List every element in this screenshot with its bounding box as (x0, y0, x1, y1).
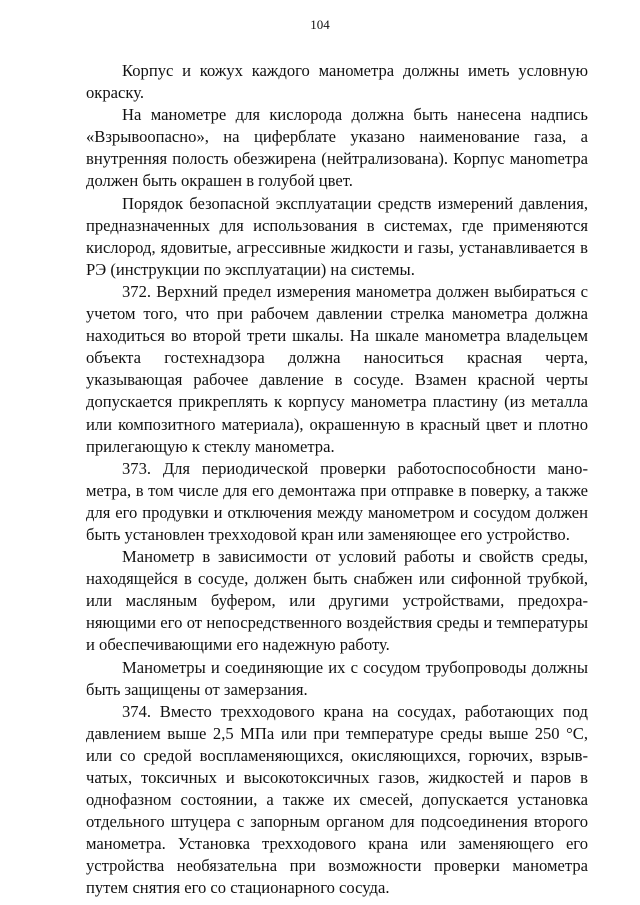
page-number: 104 (310, 17, 330, 32)
paragraph-3: Порядок безопасной эксплуатации средств измерений давления, предназначенных для использования в системах, где применяются кислород, ядовитые, агрессивные жидкости и газы, устанавливается в РЭ (инструкции по эксплуатации) на системы. (86, 193, 588, 279)
paragraph-6: Манометр в зависимости от условий работы и свойств среды, находящейся в сосуде, должен быть снабжен или сифонной трубкой, или масляным буфером, или другими устройствами, предохраняющими его от непосредственного воздействия среды и температуры и обеспечивающими его надежную работу. (86, 547, 588, 655)
document-body (86, 60, 588, 900)
paragraph-1: Корпус и кожух каждого манометра должны иметь условную окраску. (86, 61, 588, 103)
paragraph-8: 374. Вместо трехходового крана на сосудах, работающих под давлением выше 2,5 МПа или при температуре среды выше 250 °С, или со средой воспламеняющихся, окисляющихся, горючих, взрывчатых, токсичных и высокотоксичных газов, жидкостей и паров в однофазном состоянии, а также их смесей, допускается установка отдельного штуцера с запорным органом для подсоединения второго манометра. Установка трехходового крана или заменяющего его устройства необязательна при возможности проверки манометра путем снятия его со стационарного сосуда. (86, 701, 588, 898)
paragraph-4: 372. Верхний предел измерения манометра должен выбираться с учетом того, что при рабочем давлении стрелка манометра должна находиться во второй трети шкалы. На шкале манометра владельцем объекта гостехнадзора должна наноситься красная черта, указывающая рабочее давление в сосуде. Взамен красной черты допускается прикреплять к корпусу манометра пластину (из металла или композитного материала), окрашенную в красный цвет и плотно прилегающую к стеклу манометра. (86, 281, 588, 456)
paragraph-7: Манометры и соединяющие их с сосудом трубопроводы должны быть защищены от замерзания. (86, 657, 588, 699)
paragraph-2: На манометре для кислорода должна быть нанесена надпись «Взрывоопасно», на циферблате указано наименование газа, а внутренняя полость обезжирена (нейтрализована). Корпус маноmетра должен быть окрашен в голубой цвет. (86, 105, 588, 191)
paragraph-5: 373. Для периодической проверки работоспособности манометра, в том числе для его демонтажа при отправке в поверку, а также для его продувки и отключения между манометром и сосудом должен быть установлен трехходовой кран или заменяющее его устройство. (86, 458, 588, 544)
